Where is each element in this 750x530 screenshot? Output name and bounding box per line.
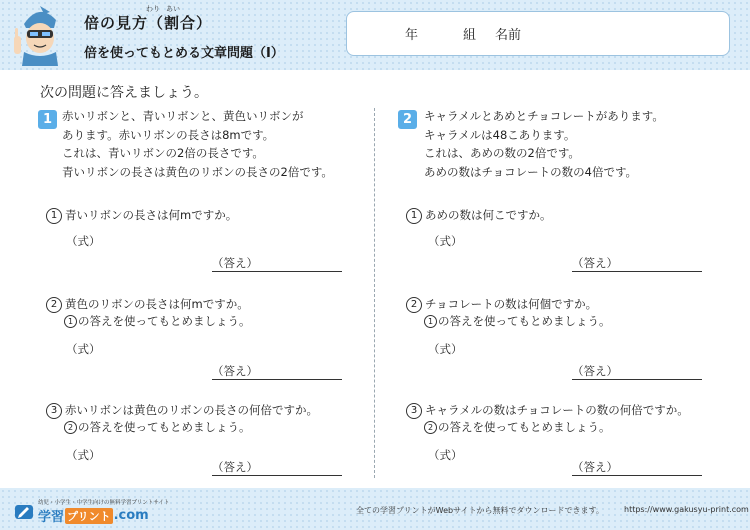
answer-label: （答え）	[212, 460, 258, 474]
header	[0, 0, 750, 70]
ruby-ai: あい	[166, 5, 180, 13]
answer-line	[212, 363, 342, 380]
stem-line: これは、あめの数の2倍です。	[424, 146, 580, 160]
answer-line	[572, 459, 702, 476]
sub-question-text: 黄色のリボンの長さは何mですか。	[65, 297, 249, 311]
site-logo[interactable]	[38, 506, 149, 525]
stem-line: キャラメルとあめとチョコレートがあります。	[424, 109, 664, 123]
question-1-stem	[62, 107, 333, 181]
q1-sub-3	[46, 402, 318, 436]
q1-sub-1	[46, 207, 237, 224]
ruby-wari: わり	[146, 5, 160, 13]
answer-line	[572, 363, 702, 380]
answer-label: （答え）	[212, 256, 258, 270]
logo-text-2: プリント	[67, 509, 111, 523]
logo-tagline: 幼児・小学生・中学生向けの無料学習プリントサイト	[38, 500, 170, 506]
ref-number: 2	[424, 421, 437, 434]
year-label: 年	[405, 28, 419, 43]
class-label: 組	[463, 28, 477, 43]
sub-note: の答えを使ってもとめましょう。	[438, 420, 611, 434]
footer-url-link[interactable]: https://www.gakusyu-print.com	[624, 505, 749, 514]
page-title: 倍の見方（割合）	[84, 14, 213, 32]
stem-line: これは、青いリボンの2倍の長さです。	[62, 146, 264, 160]
ref-number: 2	[64, 421, 77, 434]
name-label: 名前	[495, 28, 522, 43]
page-subtitle: 倍を使ってもとめる文章問題（Ⅰ）	[84, 46, 284, 61]
sub-number: 1	[46, 208, 62, 224]
q2-sub-2	[406, 296, 611, 330]
sub-note: の答えを使ってもとめましょう。	[78, 420, 251, 434]
answer-line	[572, 255, 702, 272]
sub-number: 2	[406, 297, 422, 313]
column-divider	[374, 108, 375, 478]
logo-text-3: .com	[113, 508, 149, 523]
question-2-stem	[424, 107, 664, 181]
question-number-1: 1	[38, 110, 57, 129]
stem-line: キャラメルは48こあります。	[424, 127, 576, 142]
q1-sub-2	[46, 296, 251, 330]
ref-number: 1	[64, 315, 77, 328]
sub-question-text: 青いリボンの長さは何mですか。	[65, 208, 238, 222]
answer-label: （答え）	[572, 364, 618, 378]
logo-text-1: 学習	[38, 510, 65, 525]
q2-sub-1	[406, 207, 552, 224]
sub-note: の答えを使ってもとめましょう。	[78, 314, 251, 328]
sub-number: 2	[46, 297, 62, 313]
sub-question-text: 赤いリボンは黄色のリボンの長さの何倍ですか。	[65, 403, 318, 417]
stem-line: あります。赤いリボンの長さは8mです。	[62, 127, 275, 142]
sub-number: 3	[406, 403, 422, 419]
answer-label: （答え）	[212, 364, 258, 378]
answer-line	[212, 459, 342, 476]
answer-line	[212, 255, 342, 272]
sub-number: 3	[46, 403, 62, 419]
stem-line: あめの数はチョコレートの数の4倍です。	[424, 164, 638, 179]
sub-note: の答えを使ってもとめましょう。	[438, 314, 611, 328]
ref-number: 1	[424, 315, 437, 328]
footer-notice: 全ての学習プリントがWebサイトから無料でダウンロードできます。	[356, 506, 604, 515]
pencil-logo-icon	[14, 502, 34, 522]
instruction: 次の問題に答えましょう。	[40, 85, 208, 101]
stem-line: 赤いリボンと、青いリボンと、黄色いリボンが	[62, 109, 304, 123]
formula-label: （式）	[66, 342, 101, 356]
answer-label: （答え）	[572, 256, 618, 270]
name-box	[346, 11, 730, 56]
sub-number: 1	[406, 208, 422, 224]
sub-question-text: あめの数は何こですか。	[425, 208, 552, 222]
formula-label: （式）	[66, 234, 101, 248]
formula-label: （式）	[428, 234, 463, 248]
formula-label: （式）	[66, 448, 101, 462]
footer	[0, 488, 750, 530]
formula-label: （式）	[428, 342, 463, 356]
mascot-icon	[10, 4, 68, 66]
stem-line: 青いリボンの長さは黄色のリボンの長さの2倍です。	[62, 164, 333, 179]
sub-question-text: キャラメルの数はチョコレートの数の何倍ですか。	[425, 403, 689, 417]
answer-label: （答え）	[572, 460, 618, 474]
sub-question-text: チョコレートの数は何個ですか。	[425, 297, 598, 311]
q2-sub-3	[406, 402, 689, 436]
formula-label: （式）	[428, 448, 463, 462]
question-number-2: 2	[398, 110, 417, 129]
